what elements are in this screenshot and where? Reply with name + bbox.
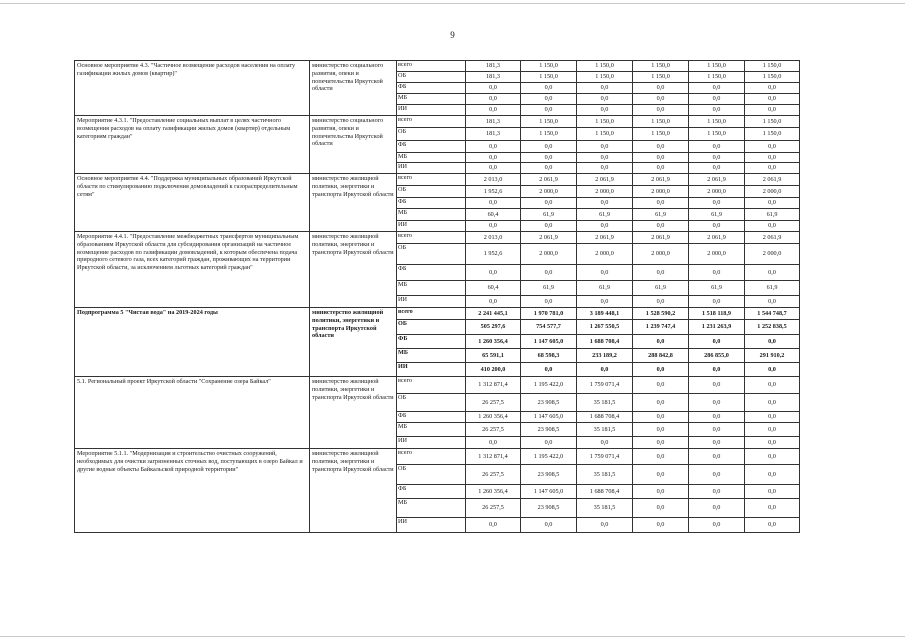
amount-cell: 1 518 118,9 — [689, 308, 745, 320]
amount-cell: 1 260 356,4 — [466, 412, 521, 423]
amount-cell: 1 544 748,7 — [745, 308, 800, 320]
amount-cell: 0,0 — [745, 83, 800, 94]
amount-cell: 1 195 422,0 — [521, 449, 577, 465]
amount-cell: 0,0 — [577, 83, 633, 94]
amount-cell: 0,0 — [633, 394, 689, 412]
amount-cell: 1 970 781,0 — [521, 308, 577, 320]
funding-source-cell: ФБ — [397, 335, 466, 349]
amount-cell: 2 013,0 — [466, 232, 521, 244]
amount-cell: 1 231 263,9 — [689, 320, 745, 335]
amount-cell: 1 528 590,2 — [633, 308, 689, 320]
amount-cell: 61,9 — [745, 209, 800, 221]
amount-cell: 1 759 071,4 — [577, 377, 633, 394]
amount-cell: 0,0 — [577, 296, 633, 308]
amount-cell: 2 000,0 — [689, 186, 745, 198]
amount-cell: 0,0 — [466, 437, 521, 449]
amount-cell: 1 147 605,0 — [521, 412, 577, 423]
amount-cell: 0,0 — [466, 83, 521, 94]
amount-cell: 1 150,0 — [577, 128, 633, 141]
amount-cell: 1 150,0 — [521, 61, 577, 72]
activity-name-cell: 5.1. Региональный проект Иркутской области "Сохранение озера Байкал" — [75, 377, 310, 449]
amount-cell: 0,0 — [689, 449, 745, 465]
amount-cell: 2 000,0 — [521, 186, 577, 198]
amount-cell: 181,3 — [466, 61, 521, 72]
funding-source-cell: ФБ — [397, 412, 466, 423]
amount-cell: 0,0 — [689, 363, 745, 377]
amount-cell: 1 688 708,4 — [577, 485, 633, 499]
amount-cell: 2 000,0 — [745, 186, 800, 198]
amount-cell: 0,0 — [633, 141, 689, 153]
amount-cell: 2 061,9 — [521, 232, 577, 244]
amount-cell: 0,0 — [689, 153, 745, 163]
table-row — [75, 116, 800, 128]
amount-cell: 1 150,0 — [689, 116, 745, 128]
executor-cell: министерство социального развития, опеки и попечительства Иркутской области — [310, 116, 397, 174]
amount-cell: 2 000,0 — [521, 244, 577, 265]
amount-cell: 1 952,6 — [466, 186, 521, 198]
amount-cell: 23 908,5 — [521, 465, 577, 485]
amount-cell: 35 181,5 — [577, 394, 633, 412]
amount-cell: 26 257,5 — [466, 465, 521, 485]
amount-cell: 26 257,5 — [466, 394, 521, 412]
amount-cell: 61,9 — [689, 209, 745, 221]
funding-source-cell: ИИ — [397, 363, 466, 377]
amount-cell: 61,9 — [577, 209, 633, 221]
funding-source-cell: ФБ — [397, 485, 466, 499]
activity-name-cell: Основное мероприятие 4.3. "Частичное возмещение расходов населения на оплату газификации жилых домов (квартир)" — [75, 61, 310, 116]
amount-cell: 2 000,0 — [745, 244, 800, 265]
amount-cell: 0,0 — [466, 265, 521, 281]
scan-artifact-line — [0, 636, 905, 637]
amount-cell: 0,0 — [577, 153, 633, 163]
funding-source-cell: ОБ — [397, 244, 466, 265]
amount-cell: 0,0 — [633, 363, 689, 377]
amount-cell: 0,0 — [745, 394, 800, 412]
amount-cell: 2 000,0 — [577, 186, 633, 198]
amount-cell: 0,0 — [577, 221, 633, 232]
amount-cell: 0,0 — [633, 465, 689, 485]
amount-cell: 61,9 — [577, 281, 633, 296]
amount-cell: 23 908,5 — [521, 394, 577, 412]
amount-cell: 0,0 — [745, 141, 800, 153]
amount-cell: 0,0 — [466, 94, 521, 105]
amount-cell: 0,0 — [521, 141, 577, 153]
amount-cell: 1 688 708,4 — [577, 335, 633, 349]
funding-source-cell: ФБ — [397, 198, 466, 209]
amount-cell: 0,0 — [466, 296, 521, 308]
amount-cell: 0,0 — [745, 423, 800, 437]
funding-source-cell: ИИ — [397, 163, 466, 174]
funding-source-cell: всего — [397, 232, 466, 244]
amount-cell: 0,0 — [521, 518, 577, 533]
amount-cell: 1 260 356,4 — [466, 335, 521, 349]
executor-cell: министерство жилищной политики, энергетики и транспорта Иркутской области — [310, 308, 397, 377]
amount-cell: 60,4 — [466, 209, 521, 221]
budget-table — [74, 60, 800, 533]
amount-cell: 0,0 — [689, 94, 745, 105]
amount-cell: 2 013,0 — [466, 174, 521, 186]
amount-cell: 0,0 — [689, 437, 745, 449]
amount-cell: 61,9 — [745, 281, 800, 296]
amount-cell: 0,0 — [633, 423, 689, 437]
amount-cell: 1 150,0 — [577, 116, 633, 128]
amount-cell: 2 000,0 — [633, 244, 689, 265]
amount-cell: 1 147 605,0 — [521, 335, 577, 349]
amount-cell: 505 297,6 — [466, 320, 521, 335]
funding-source-cell: МБ — [397, 153, 466, 163]
amount-cell: 61,9 — [521, 281, 577, 296]
amount-cell: 2 061,9 — [745, 174, 800, 186]
amount-cell: 35 181,5 — [577, 423, 633, 437]
funding-source-cell: МБ — [397, 209, 466, 221]
amount-cell: 0,0 — [466, 141, 521, 153]
amount-cell: 0,0 — [745, 163, 800, 174]
amount-cell: 0,0 — [521, 265, 577, 281]
amount-cell: 0,0 — [745, 412, 800, 423]
amount-cell: 0,0 — [689, 394, 745, 412]
amount-cell: 1 312 871,4 — [466, 377, 521, 394]
amount-cell: 1 150,0 — [745, 72, 800, 83]
amount-cell: 0,0 — [577, 163, 633, 174]
amount-cell: 0,0 — [633, 105, 689, 116]
table-row — [75, 377, 800, 394]
funding-source-cell: ИИ — [397, 437, 466, 449]
amount-cell: 61,9 — [689, 281, 745, 296]
amount-cell: 68 598,3 — [521, 349, 577, 363]
amount-cell: 23 908,5 — [521, 499, 577, 518]
amount-cell: 0,0 — [689, 198, 745, 209]
amount-cell: 181,3 — [466, 116, 521, 128]
funding-source-cell: МБ — [397, 499, 466, 518]
amount-cell: 61,9 — [521, 209, 577, 221]
scan-artifact-line — [0, 3, 905, 4]
amount-cell: 0,0 — [521, 363, 577, 377]
amount-cell: 0,0 — [745, 153, 800, 163]
amount-cell: 0,0 — [633, 265, 689, 281]
amount-cell: 1 150,0 — [689, 128, 745, 141]
amount-cell: 3 189 448,1 — [577, 308, 633, 320]
funding-source-cell: ОБ — [397, 128, 466, 141]
amount-cell: 1 952,6 — [466, 244, 521, 265]
executor-cell: министерство жилищной политики, энергетики и транспорта Иркутской области — [310, 449, 397, 533]
amount-cell: 1 759 071,4 — [577, 449, 633, 465]
funding-source-cell: ОБ — [397, 394, 466, 412]
amount-cell: 0,0 — [745, 485, 800, 499]
funding-source-cell: ОБ — [397, 465, 466, 485]
amount-cell: 0,0 — [577, 437, 633, 449]
amount-cell: 0,0 — [745, 465, 800, 485]
amount-cell: 0,0 — [633, 518, 689, 533]
amount-cell: 2 061,9 — [633, 174, 689, 186]
funding-source-cell: МБ — [397, 423, 466, 437]
amount-cell: 1 150,0 — [633, 61, 689, 72]
activity-name-cell: Мероприятие 4.4.1. "Предоставление межбюджетных трансфертов муниципальным образованиям Иркутской области для субсидирования организаций на частичное возмещение расходов по газификации домовладений, к которым обеспечена подача природного сетевого газа, всех категорий граждан, проживающих на территории Иркутской области, за исключением льготных категорий граждан" — [75, 232, 310, 308]
amount-cell: 0,0 — [633, 377, 689, 394]
funding-source-cell: ИИ — [397, 296, 466, 308]
amount-cell: 0,0 — [466, 163, 521, 174]
amount-cell: 0,0 — [633, 83, 689, 94]
amount-cell: 0,0 — [689, 335, 745, 349]
funding-source-cell: всего — [397, 61, 466, 72]
amount-cell: 2 061,9 — [521, 174, 577, 186]
executor-cell: министерство жилищной политики, энергетики и транспорта Иркутской области — [310, 232, 397, 308]
amount-cell: 0,0 — [521, 221, 577, 232]
amount-cell: 2 061,9 — [633, 232, 689, 244]
amount-cell: 0,0 — [521, 153, 577, 163]
funding-source-cell: ФБ — [397, 83, 466, 94]
amount-cell: 291 910,2 — [745, 349, 800, 363]
amount-cell: 0,0 — [745, 449, 800, 465]
funding-source-cell: МБ — [397, 94, 466, 105]
amount-cell: 0,0 — [745, 221, 800, 232]
amount-cell: 0,0 — [577, 265, 633, 281]
amount-cell: 1 252 838,5 — [745, 320, 800, 335]
amount-cell: 0,0 — [633, 221, 689, 232]
funding-source-cell: всего — [397, 308, 466, 320]
table-row — [75, 232, 800, 244]
amount-cell: 0,0 — [577, 363, 633, 377]
amount-cell: 288 842,8 — [633, 349, 689, 363]
amount-cell: 0,0 — [466, 105, 521, 116]
amount-cell: 0,0 — [745, 437, 800, 449]
amount-cell: 0,0 — [521, 105, 577, 116]
amount-cell: 286 855,0 — [689, 349, 745, 363]
funding-source-cell: ОБ — [397, 186, 466, 198]
funding-source-cell: ИИ — [397, 105, 466, 116]
amount-cell: 0,0 — [689, 485, 745, 499]
funding-source-cell: всего — [397, 449, 466, 465]
amount-cell: 0,0 — [521, 94, 577, 105]
amount-cell: 0,0 — [466, 221, 521, 232]
amount-cell: 0,0 — [633, 94, 689, 105]
amount-cell: 410 200,0 — [466, 363, 521, 377]
activity-name-cell: Основное мероприятие 4.4. "Поддержка муниципальных образований Иркутской области по стимулированию подключения домовладений к газораспределительным сетям" — [75, 174, 310, 232]
funding-source-cell: ОБ — [397, 72, 466, 83]
table-row — [75, 308, 800, 320]
page-number: 9 — [450, 30, 455, 40]
amount-cell: 181,3 — [466, 128, 521, 141]
amount-cell: 1 147 605,0 — [521, 485, 577, 499]
amount-cell: 1 688 708,4 — [577, 412, 633, 423]
amount-cell: 0,0 — [745, 377, 800, 394]
amount-cell: 35 181,5 — [577, 499, 633, 518]
amount-cell: 1 150,0 — [521, 72, 577, 83]
amount-cell: 0,0 — [633, 153, 689, 163]
funding-source-cell: МБ — [397, 349, 466, 363]
amount-cell: 0,0 — [689, 265, 745, 281]
amount-cell: 0,0 — [577, 518, 633, 533]
activity-name-cell: Мероприятие 4.3.1. "Предоставление социальных выплат в целях частичного возмещения расходов на оплату газификации жилых домов (квартир) отдельным категориям граждан" — [75, 116, 310, 174]
executor-cell: министерство жилищной политики, энергетики и транспорта Иркутской области — [310, 174, 397, 232]
funding-source-cell: всего — [397, 377, 466, 394]
amount-cell: 0,0 — [745, 198, 800, 209]
amount-cell: 0,0 — [689, 163, 745, 174]
amount-cell: 754 577,7 — [521, 320, 577, 335]
amount-cell: 1 267 550,5 — [577, 320, 633, 335]
amount-cell: 0,0 — [745, 265, 800, 281]
amount-cell: 0,0 — [633, 412, 689, 423]
amount-cell: 65 591,1 — [466, 349, 521, 363]
amount-cell: 0,0 — [633, 499, 689, 518]
amount-cell: 0,0 — [745, 296, 800, 308]
amount-cell: 23 908,5 — [521, 423, 577, 437]
amount-cell: 2 061,9 — [689, 174, 745, 186]
amount-cell: 0,0 — [521, 83, 577, 94]
amount-cell: 0,0 — [689, 465, 745, 485]
amount-cell: 0,0 — [745, 363, 800, 377]
amount-cell: 0,0 — [689, 423, 745, 437]
amount-cell: 0,0 — [633, 449, 689, 465]
amount-cell: 0,0 — [521, 296, 577, 308]
amount-cell: 0,0 — [689, 141, 745, 153]
amount-cell: 0,0 — [689, 83, 745, 94]
amount-cell: 0,0 — [745, 94, 800, 105]
amount-cell: 0,0 — [521, 437, 577, 449]
funding-source-cell: ФБ — [397, 265, 466, 281]
table-row — [75, 61, 800, 72]
amount-cell: 233 189,2 — [577, 349, 633, 363]
amount-cell: 1 195 422,0 — [521, 377, 577, 394]
amount-cell: 26 257,5 — [466, 499, 521, 518]
funding-source-cell: ОБ — [397, 320, 466, 335]
amount-cell: 2 000,0 — [633, 186, 689, 198]
amount-cell: 0,0 — [689, 377, 745, 394]
amount-cell: 1 150,0 — [633, 128, 689, 141]
amount-cell: 0,0 — [521, 198, 577, 209]
amount-cell: 0,0 — [633, 485, 689, 499]
amount-cell: 0,0 — [689, 518, 745, 533]
amount-cell: 0,0 — [633, 198, 689, 209]
amount-cell: 61,9 — [633, 209, 689, 221]
amount-cell: 0,0 — [633, 163, 689, 174]
funding-source-cell: ФБ — [397, 141, 466, 153]
amount-cell: 1 150,0 — [633, 72, 689, 83]
amount-cell: 1 150,0 — [633, 116, 689, 128]
amount-cell: 1 312 871,4 — [466, 449, 521, 465]
amount-cell: 0,0 — [466, 153, 521, 163]
amount-cell: 0,0 — [577, 105, 633, 116]
amount-cell: 0,0 — [466, 198, 521, 209]
amount-cell: 0,0 — [689, 296, 745, 308]
amount-cell: 0,0 — [689, 499, 745, 518]
amount-cell: 1 239 747,4 — [633, 320, 689, 335]
executor-cell: министерство жилищной политики, энергетики и транспорта Иркутской области — [310, 377, 397, 449]
amount-cell: 0,0 — [745, 518, 800, 533]
funding-source-cell: всего — [397, 116, 466, 128]
funding-source-cell: всего — [397, 174, 466, 186]
amount-cell: 1 150,0 — [689, 72, 745, 83]
activity-name-cell: Подпрограмма 5 "Чистая вода" на 2019-2024 годы — [75, 308, 310, 377]
amount-cell: 2 000,0 — [577, 244, 633, 265]
amount-cell: 0,0 — [689, 412, 745, 423]
amount-cell: 181,3 — [466, 72, 521, 83]
amount-cell: 2 061,9 — [577, 174, 633, 186]
amount-cell: 1 150,0 — [745, 128, 800, 141]
amount-cell: 1 150,0 — [745, 116, 800, 128]
amount-cell: 35 181,5 — [577, 465, 633, 485]
amount-cell: 2 061,9 — [577, 232, 633, 244]
amount-cell: 0,0 — [577, 94, 633, 105]
amount-cell: 61,9 — [633, 281, 689, 296]
amount-cell: 0,0 — [689, 221, 745, 232]
executor-cell: министерство социального развития, опеки и попечительства Иркутской области — [310, 61, 397, 116]
amount-cell: 2 241 445,1 — [466, 308, 521, 320]
amount-cell: 0,0 — [745, 105, 800, 116]
amount-cell: 0,0 — [689, 105, 745, 116]
funding-source-cell: ИИ — [397, 518, 466, 533]
amount-cell: 1 150,0 — [745, 61, 800, 72]
amount-cell: 0,0 — [745, 335, 800, 349]
table-row — [75, 174, 800, 186]
amount-cell: 60,4 — [466, 281, 521, 296]
amount-cell: 0,0 — [745, 499, 800, 518]
amount-cell: 0,0 — [633, 335, 689, 349]
amount-cell: 1 150,0 — [521, 128, 577, 141]
activity-name-cell: Мероприятие 5.1.1. "Модернизация и строительство очистных сооружений, необходимых для очистки загрязненных сточных вод, поступающих в озеро Байкал и другие водные объекты Байкальской природной территории" — [75, 449, 310, 533]
amount-cell: 0,0 — [466, 518, 521, 533]
amount-cell: 0,0 — [577, 141, 633, 153]
amount-cell: 0,0 — [633, 296, 689, 308]
amount-cell: 1 150,0 — [577, 72, 633, 83]
amount-cell: 0,0 — [633, 437, 689, 449]
amount-cell: 1 150,0 — [689, 61, 745, 72]
amount-cell: 1 150,0 — [521, 116, 577, 128]
amount-cell: 1 150,0 — [577, 61, 633, 72]
amount-cell: 1 260 356,4 — [466, 485, 521, 499]
amount-cell: 0,0 — [521, 163, 577, 174]
table-row — [75, 449, 800, 465]
funding-source-cell: МБ — [397, 281, 466, 296]
funding-source-cell: ИИ — [397, 221, 466, 232]
amount-cell: 2 000,0 — [689, 244, 745, 265]
amount-cell: 2 061,9 — [745, 232, 800, 244]
amount-cell: 2 061,9 — [689, 232, 745, 244]
amount-cell: 0,0 — [577, 198, 633, 209]
amount-cell: 26 257,5 — [466, 423, 521, 437]
